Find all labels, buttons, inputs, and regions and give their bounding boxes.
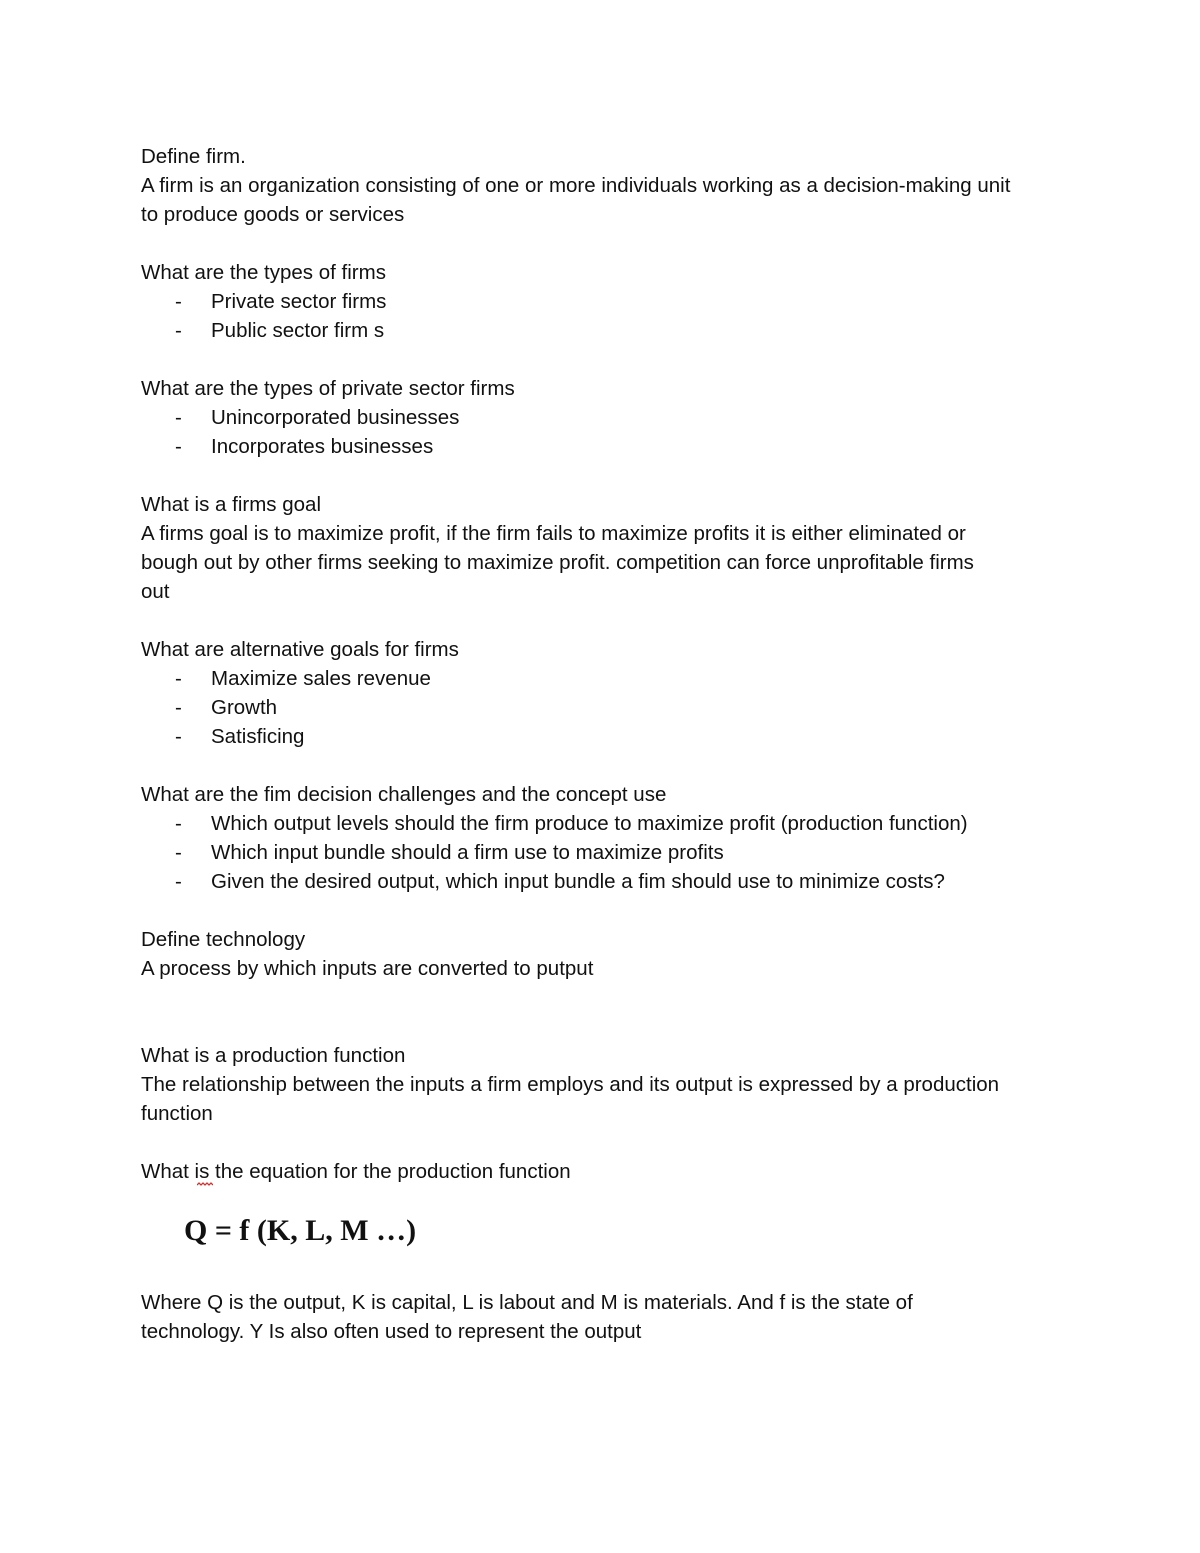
bullet-dash: - xyxy=(175,812,182,835)
question-decision-challenges: What are the fim decision challenges and the concept use xyxy=(141,783,667,806)
bullet-dash: - xyxy=(175,290,182,313)
blank-line xyxy=(141,461,1071,490)
answer-production-function-line-2: function xyxy=(141,1102,213,1125)
bullet-dash: - xyxy=(175,319,182,342)
list-item xyxy=(141,287,1071,316)
blank-line xyxy=(141,606,1071,635)
bullet-dash: - xyxy=(175,406,182,429)
spellcheck-underline xyxy=(197,1182,213,1186)
blank-line xyxy=(141,229,1071,258)
blank-line xyxy=(141,983,1071,1012)
answer-define-firm-line-1: A firm is an organization consisting of one or more individuals working as a decision-making unit xyxy=(141,174,1011,197)
list-item xyxy=(141,403,1071,432)
equation-explanation-line-2: technology. Y Is also often used to represent the output xyxy=(141,1320,642,1343)
answer-firms-goal-line-3: out xyxy=(141,580,170,603)
bullet-dash: - xyxy=(175,667,182,690)
bullet-dash: - xyxy=(175,725,182,748)
blank-line xyxy=(141,345,1071,374)
answer-define-firm-line-2: to produce goods or services xyxy=(141,203,405,226)
question-alternative-goals: What are alternative goals for firms xyxy=(141,638,459,661)
bullet-dash: - xyxy=(175,870,182,893)
list-item xyxy=(141,316,1071,345)
list-item-text: Maximize sales revenue xyxy=(211,667,431,690)
list-item-text: Growth xyxy=(211,696,278,719)
answer-define-technology: A process by which inputs are converted to putput xyxy=(141,957,594,980)
question-private-sector-types: What are the types of private sector firms xyxy=(141,377,515,400)
production-function-formula: Q = f (K, L, M …) xyxy=(184,1214,417,1247)
list-item-text: Private sector firms xyxy=(211,290,387,313)
list-item-text: Public sector firm s xyxy=(211,319,385,342)
list-item-text: Which input bundle should a firm use to maximize profits xyxy=(211,841,724,864)
bullet-dash: - xyxy=(175,696,182,719)
blank-line xyxy=(141,896,1071,925)
answer-firms-goal-line-2: bough out by other firms seeking to maximize profit. competition can force unprofitable firms xyxy=(141,551,974,574)
list-item xyxy=(141,432,1071,461)
blank-line xyxy=(141,1128,1071,1157)
question-types-of-firms: What are the types of firms xyxy=(141,261,386,284)
list-item-text: Satisficing xyxy=(211,725,305,748)
blank-line xyxy=(141,751,1071,780)
question-equation-text: What is the equation for the production function xyxy=(141,1160,571,1183)
list-item xyxy=(141,693,1071,722)
document-page xyxy=(141,142,1071,1346)
list-item xyxy=(141,664,1071,693)
question-production-function: What is a production function xyxy=(141,1044,406,1067)
bullet-dash: - xyxy=(175,435,182,458)
list-item-text: Given the desired output, which input bundle a fim should use to minimize costs? xyxy=(211,870,945,893)
list-item xyxy=(141,722,1071,751)
answer-firms-goal-line-1: A firms goal is to maximize profit, if the firm fails to maximize profits it is either eliminated or xyxy=(141,522,966,545)
list-item-text: Which output levels should the firm produce to maximize profit (production function) xyxy=(211,812,968,835)
bullet-dash: - xyxy=(175,841,182,864)
equation-explanation-line-1: Where Q is the output, K is capital, L is labout and M is materials. And f is the state of xyxy=(141,1291,913,1314)
list-item-text: Unincorporated businesses xyxy=(211,406,460,429)
blank-line xyxy=(141,1012,1071,1041)
question-firms-goal: What is a firms goal xyxy=(141,493,321,516)
question-define-technology: Define technology xyxy=(141,928,306,951)
question-define-firm: Define firm. xyxy=(141,145,246,168)
list-item xyxy=(141,838,1071,867)
list-item-text: Incorporates businesses xyxy=(211,435,434,458)
question-equation xyxy=(141,1157,1071,1186)
list-item xyxy=(141,809,1071,838)
answer-production-function-line-1: The relationship between the inputs a firm employs and its output is expressed by a production xyxy=(141,1073,1000,1096)
list-item xyxy=(141,867,1071,896)
